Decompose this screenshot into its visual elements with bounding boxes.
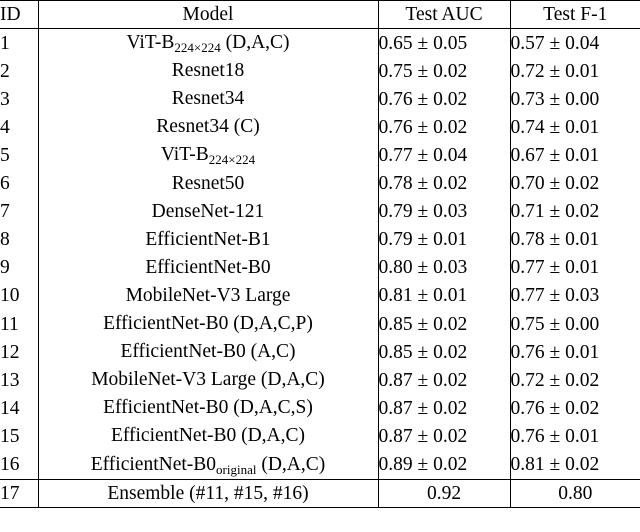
cell-test-auc: 0.78 ± 0.02 xyxy=(378,170,510,198)
table-footer xyxy=(0,479,640,507)
cell-test-f1: 0.67 ± 0.01 xyxy=(510,141,640,169)
cell-model xyxy=(38,282,378,310)
cell-model xyxy=(38,113,378,141)
model-name-subscript: original xyxy=(216,461,257,477)
cell-test-auc: 0.92 xyxy=(378,479,510,507)
cell-model xyxy=(38,170,378,198)
model-name-main: MobileNet-V3 Large (D,A,C) xyxy=(91,369,325,391)
cell-test-f1: 0.75 ± 0.00 xyxy=(510,310,640,338)
cell-model xyxy=(38,422,378,450)
cell-model xyxy=(38,85,378,113)
table-row xyxy=(0,85,640,113)
cell-id: 4 xyxy=(0,116,10,138)
cell-id: 10 xyxy=(0,285,20,307)
cell-test-f1: 0.70 ± 0.02 xyxy=(510,170,640,198)
cell-test-f1: 0.81 ± 0.02 xyxy=(510,451,640,480)
model-name-main: EfficientNet-B0 (D,A,C,S) xyxy=(103,397,313,419)
cell-id: 11 xyxy=(0,313,19,335)
table-row xyxy=(0,57,640,85)
table-row xyxy=(0,141,640,169)
model-name-main: EfficientNet-B0 (D,A,C,P) xyxy=(103,313,313,335)
table-row xyxy=(0,422,640,450)
table-row xyxy=(0,113,640,141)
table-row xyxy=(0,310,640,338)
cell-test-auc: 0.81 ± 0.01 xyxy=(378,282,510,310)
cell-test-f1: 0.80 xyxy=(510,479,640,507)
model-name-main: Resnet50 xyxy=(171,172,245,194)
model-name-main: Resnet34 xyxy=(171,88,245,110)
table-row xyxy=(0,394,640,422)
cell-test-f1: 0.72 ± 0.02 xyxy=(510,366,640,394)
cell-test-auc: 0.65 ± 0.05 xyxy=(378,29,510,58)
cell-id: 9 xyxy=(0,257,10,279)
cell-test-auc: 0.79 ± 0.01 xyxy=(378,226,510,254)
model-name-subscript: 224×224 xyxy=(174,40,221,56)
cell-id: 17 xyxy=(0,479,38,507)
cell-model xyxy=(38,338,378,366)
cell-test-auc: 0.87 ± 0.02 xyxy=(378,366,510,394)
cell-test-f1: 0.77 ± 0.03 xyxy=(510,282,640,310)
cell-test-f1: 0.76 ± 0.01 xyxy=(510,422,640,450)
cell-test-f1: 0.78 ± 0.01 xyxy=(510,226,640,254)
column-header-model: Model xyxy=(38,1,378,29)
cell-model xyxy=(38,451,378,480)
cell-model xyxy=(38,394,378,422)
cell-test-f1: 0.57 ± 0.04 xyxy=(510,29,640,58)
table-row xyxy=(0,198,640,226)
cell-model xyxy=(38,254,378,282)
cell-id: 14 xyxy=(0,397,20,419)
table-row xyxy=(0,254,640,282)
cell-id: 12 xyxy=(0,341,20,363)
column-header-id: ID xyxy=(0,1,38,29)
table-body xyxy=(0,29,640,480)
cell-id: 15 xyxy=(0,425,20,447)
model-name-main: EfficientNet-B0 (D,A,C) xyxy=(110,425,306,447)
model-name-main: ViT-B xyxy=(160,144,209,166)
cell-model xyxy=(38,29,378,58)
model-name-main: EfficientNet-B0 xyxy=(145,256,271,278)
cell-id: 1 xyxy=(0,32,10,54)
cell-test-auc: 0.87 ± 0.02 xyxy=(378,394,510,422)
cell-test-auc: 0.80 ± 0.03 xyxy=(378,254,510,282)
cell-model xyxy=(38,141,378,169)
cell-test-f1: 0.76 ± 0.02 xyxy=(510,394,640,422)
model-name-suffix: (D,A,C) xyxy=(220,32,290,54)
model-name-main: ViT-B xyxy=(126,32,175,54)
table-row xyxy=(0,170,640,198)
model-name-main: DenseNet-121 xyxy=(151,200,265,222)
table-row xyxy=(0,338,640,366)
cell-id: 6 xyxy=(0,173,10,195)
cell-test-auc: 0.75 ± 0.02 xyxy=(378,57,510,85)
table-row xyxy=(0,451,640,480)
column-header-test-auc: Test AUC xyxy=(378,1,510,29)
cell-test-auc: 0.85 ± 0.02 xyxy=(378,310,510,338)
cell-test-auc: 0.87 ± 0.02 xyxy=(378,422,510,450)
cell-model xyxy=(38,366,378,394)
cell-test-auc: 0.77 ± 0.04 xyxy=(378,141,510,169)
cell-id: 7 xyxy=(0,201,10,223)
cell-id: 3 xyxy=(0,88,10,110)
cell-model xyxy=(38,310,378,338)
table-header xyxy=(0,1,640,29)
cell-test-auc: 0.85 ± 0.02 xyxy=(378,338,510,366)
column-header-test-f1: Test F-1 xyxy=(510,1,640,29)
model-name-main: EfficientNet-B0 xyxy=(90,453,217,475)
cell-model xyxy=(38,198,378,226)
model-name-subscript: 224×224 xyxy=(208,152,256,168)
table-row xyxy=(0,226,640,254)
cell-test-f1: 0.71 ± 0.02 xyxy=(510,198,640,226)
model-name-main: Resnet34 (C) xyxy=(156,116,260,138)
table-row xyxy=(0,29,640,58)
model-name-suffix: (D,A,C) xyxy=(256,453,326,475)
cell-id: 16 xyxy=(0,451,38,480)
table-header-row xyxy=(0,1,640,29)
cell-model xyxy=(38,226,378,254)
cell-test-auc: 0.89 ± 0.02 xyxy=(378,451,510,480)
cell-model: Ensemble (#11, #15, #16) xyxy=(38,479,378,507)
cell-test-f1: 0.76 ± 0.01 xyxy=(510,338,640,366)
cell-test-f1: 0.72 ± 0.01 xyxy=(510,57,640,85)
cell-id: 2 xyxy=(0,60,10,82)
cell-test-f1: 0.74 ± 0.01 xyxy=(510,113,640,141)
cell-test-auc: 0.76 ± 0.02 xyxy=(378,85,510,113)
model-name-main: EfficientNet-B0 (A,C) xyxy=(120,341,296,363)
cell-test-f1: 0.73 ± 0.00 xyxy=(510,85,640,113)
cell-test-auc: 0.79 ± 0.03 xyxy=(378,198,510,226)
model-name-main: EfficientNet-B1 xyxy=(145,228,271,250)
table-row xyxy=(0,366,640,394)
model-name-main: Resnet18 xyxy=(171,60,245,82)
table-row xyxy=(0,282,640,310)
cell-id: 13 xyxy=(0,369,20,391)
cell-test-f1: 0.77 ± 0.01 xyxy=(510,254,640,282)
cell-id: 8 xyxy=(0,229,10,251)
model-name-main: MobileNet-V3 Large xyxy=(125,284,291,306)
cell-id: 5 xyxy=(0,144,10,166)
cell-model xyxy=(38,57,378,85)
ensemble-row xyxy=(0,479,640,507)
cell-test-auc: 0.76 ± 0.02 xyxy=(378,113,510,141)
